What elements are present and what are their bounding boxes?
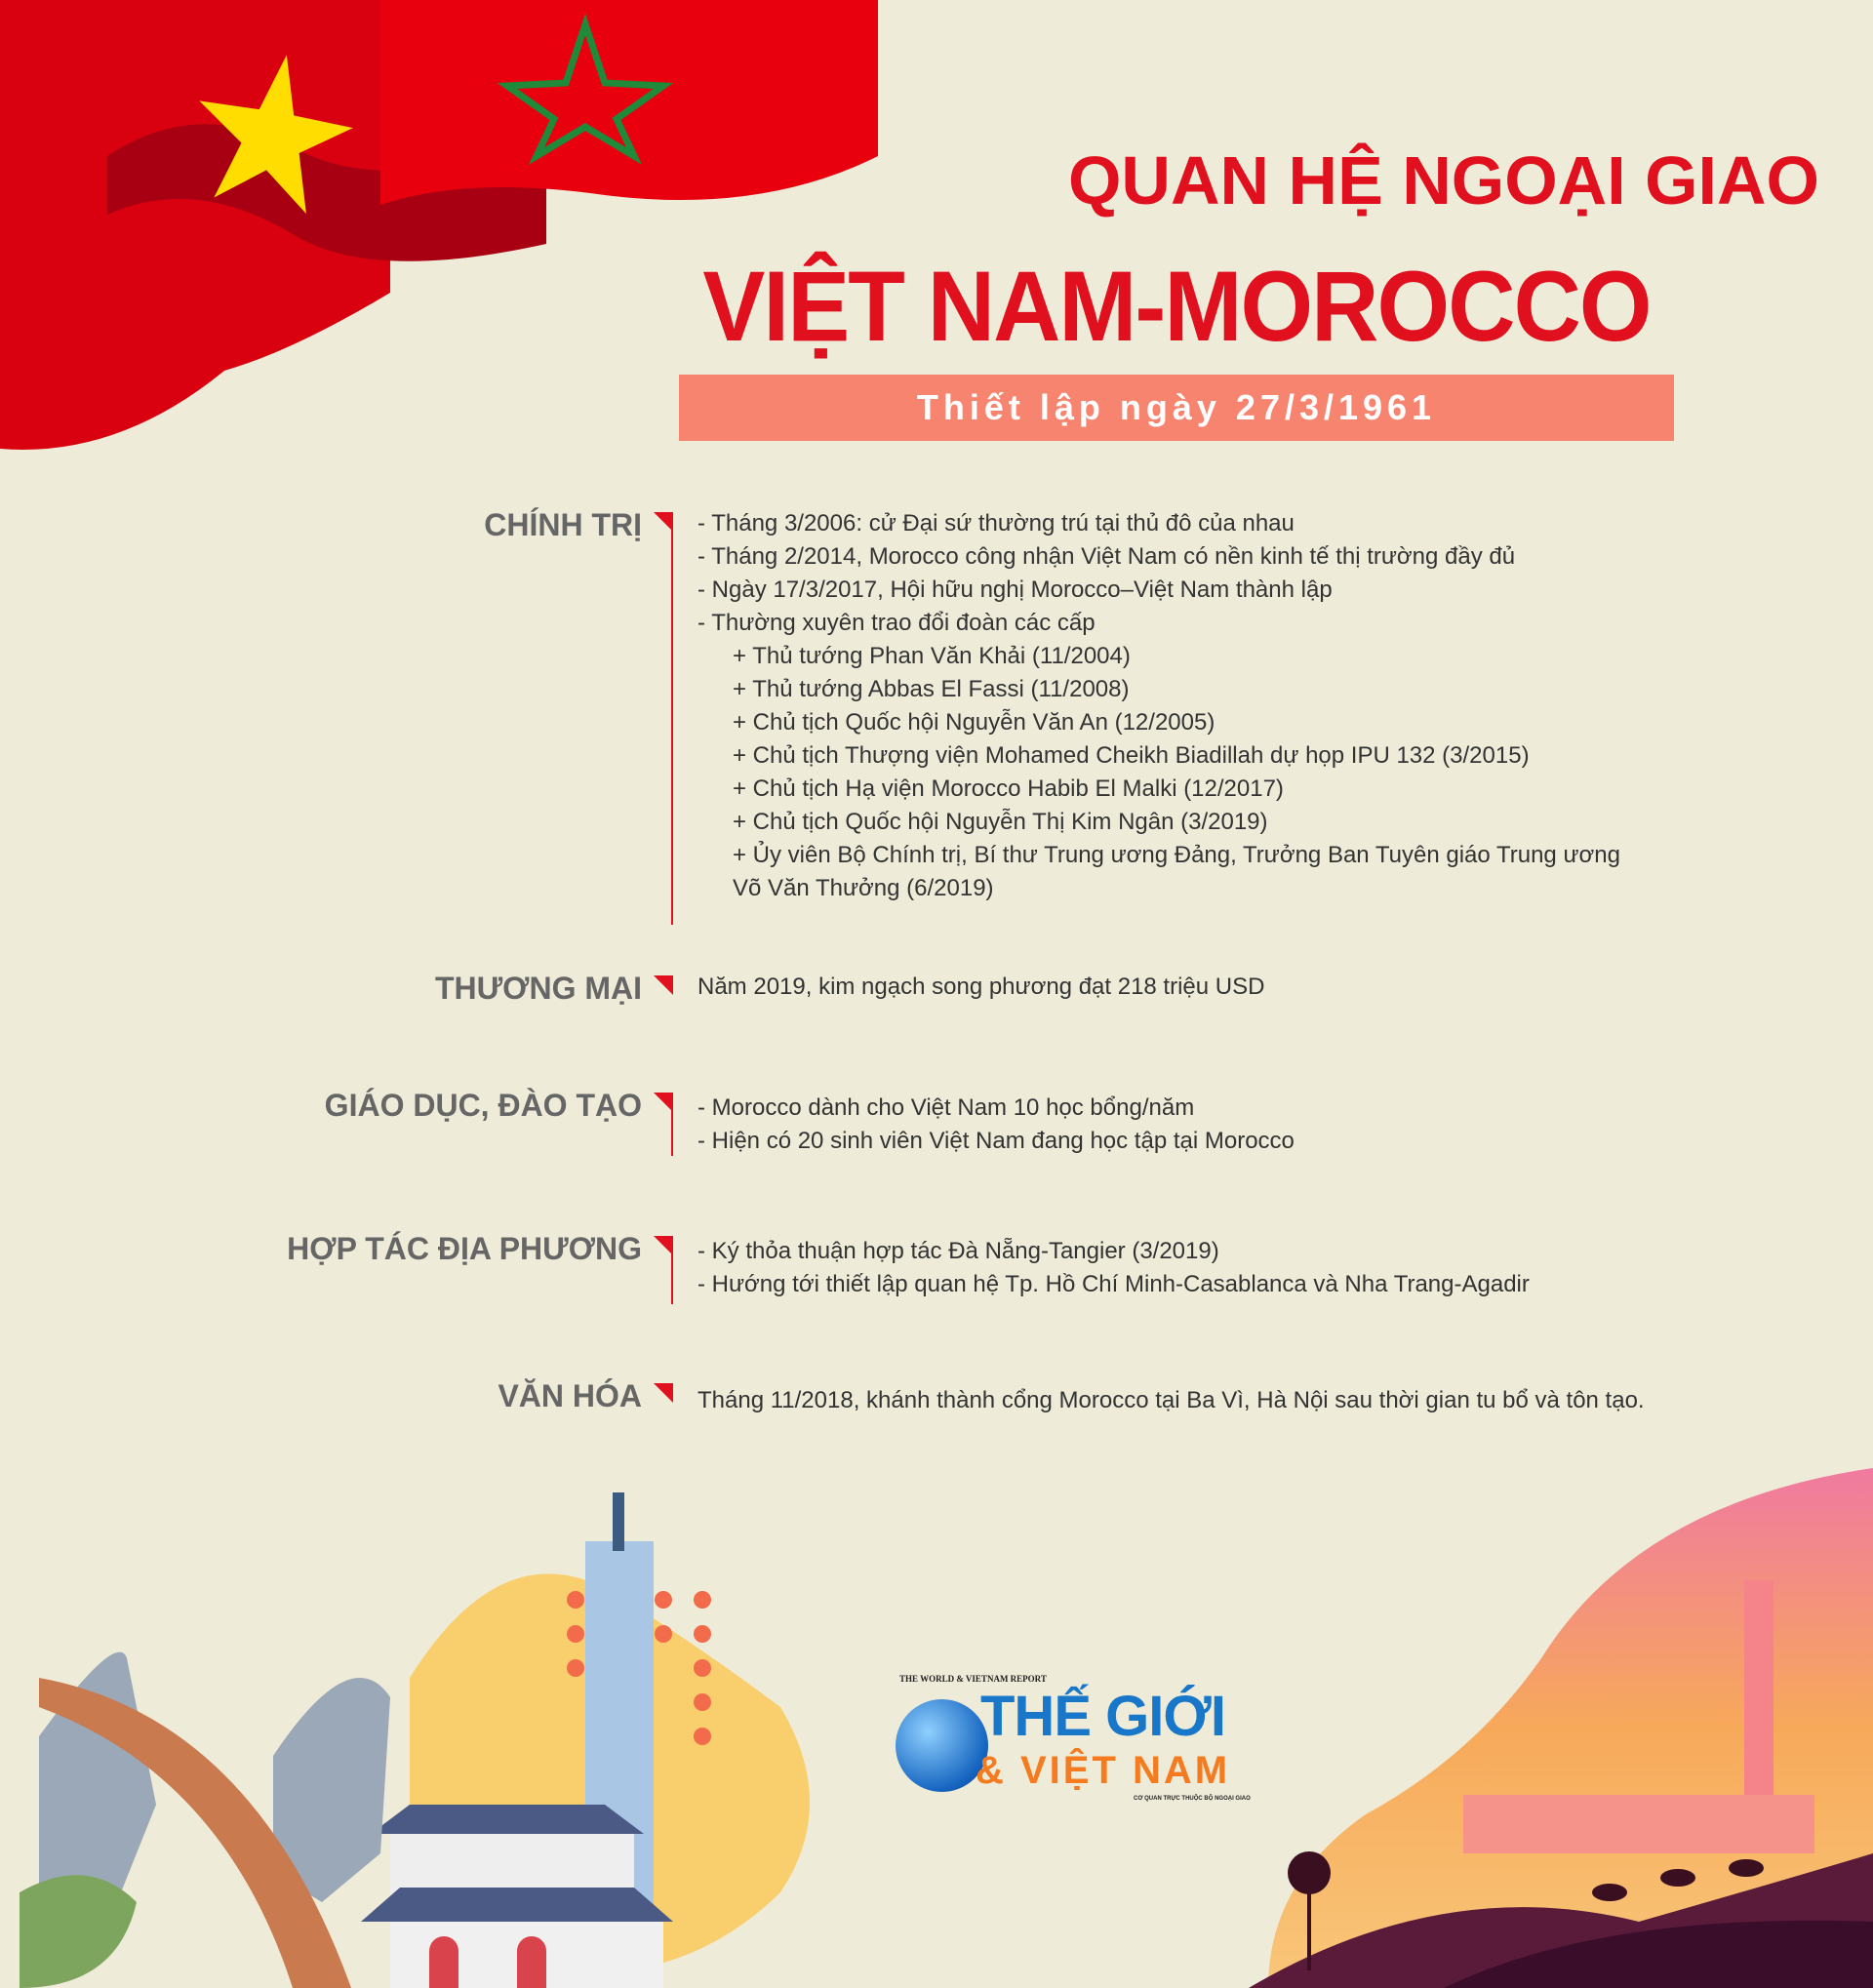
sub-item: + Chủ tịch Hạ viện Morocco Habib El Malki (12/2017) — [733, 775, 1284, 802]
sub-item: Võ Văn Thưởng (6/2019) — [733, 875, 994, 901]
corner-marker-icon — [654, 1236, 673, 1255]
divider — [671, 1251, 673, 1304]
sub-item: + Thủ tướng Phan Văn Khải (11/2004) — [733, 643, 1131, 669]
logo-subtitle: CƠ QUAN TRỰC THUỘC BỘ NGOẠI GIAO — [1134, 1796, 1251, 1802]
sub-item: + Thủ tướng Abbas El Fassi (11/2008) — [733, 676, 1130, 702]
corner-marker-icon — [654, 512, 673, 532]
section-label: CHÍNH TRỊ — [484, 507, 642, 542]
list-item: - Tháng 3/2006: cử Đại sứ thường trú tại thủ đô của nhau — [697, 510, 1295, 537]
list-item: - Tháng 2/2014, Morocco công nhận Việt Nam có nền kinh tế thị trường đầy đủ — [697, 543, 1516, 570]
list-item: - Morocco dành cho Việt Nam 10 học bổng/năm — [697, 1094, 1195, 1121]
list-item: - Hướng tới thiết lập quan hệ Tp. Hồ Chí Minh-Casablanca và Nha Trang-Agadir — [697, 1271, 1530, 1297]
morocco-desert-illustration — [1249, 1463, 1873, 1988]
sub-item: + Chủ tịch Quốc hội Nguyễn Thị Kim Ngân (3/2019) — [733, 809, 1268, 835]
list-item: - Ngày 17/3/2017, Hội hữu nghị Morocco–Việt Nam thành lập — [697, 577, 1333, 603]
list-item: - Ký thỏa thuận hợp tác Đà Nẵng-Tangier (3/2019) — [697, 1238, 1219, 1264]
sub-item: + Chủ tịch Quốc hội Nguyễn Văn An (12/2005) — [733, 709, 1215, 736]
logo-tagline: THE WORLD & VIETNAM REPORT — [899, 1674, 1047, 1684]
divider — [671, 1107, 673, 1156]
established-banner: Thiết lập ngày 27/3/1961 — [679, 375, 1674, 441]
title-line1 — [683, 141, 1873, 219]
the-gioi-viet-nam-logo — [878, 1672, 1249, 1818]
section-label: HỢP TÁC ĐỊA PHƯƠNG — [287, 1231, 642, 1266]
title-line2: VIỆT NAM-MOROCCO — [702, 251, 1651, 362]
list-item: - Hiện có 20 sinh viên Việt Nam đang học tập tại Morocco — [697, 1128, 1295, 1154]
list-item: - Thường xuyên trao đổi đoàn các cấp — [697, 610, 1096, 636]
politics-list — [697, 507, 1620, 905]
globe-icon — [896, 1699, 988, 1792]
sub-item: + Ủy viên Bộ Chính trị, Bí thư Trung ương Đảng, Trưởng Ban Tuyên giáo Trung ương — [733, 842, 1620, 868]
corner-marker-icon — [654, 1093, 673, 1112]
vietnam-landmarks-illustration — [0, 1483, 839, 1988]
list-item: Năm 2019, kim ngạch song phương đạt 218 triệu USD — [697, 974, 1265, 1000]
section-label: GIÁO DỤC, ĐÀO TẠO — [324, 1088, 642, 1123]
section-label: THƯƠNG MẠI — [434, 971, 642, 1006]
corner-marker-icon — [654, 1383, 673, 1403]
title-line1-text: QUAN HỆ NGOẠI GIAO — [1067, 142, 1820, 219]
list-item: Tháng 11/2018, khánh thành cổng Morocco tại Ba Vì, Hà Nội sau thời gian tu bổ và tôn tạo. — [697, 1387, 1645, 1413]
sub-item: + Chủ tịch Thượng viện Mohamed Cheikh Biadillah dự họp IPU 132 (3/2015) — [733, 742, 1530, 769]
logo-line2: & VIỆT NAM — [976, 1749, 1231, 1792]
corner-marker-icon — [654, 975, 673, 995]
divider — [671, 527, 673, 925]
section-label: VĂN HÓA — [498, 1378, 642, 1413]
logo-line1: THẾ GIỚI — [980, 1685, 1225, 1748]
